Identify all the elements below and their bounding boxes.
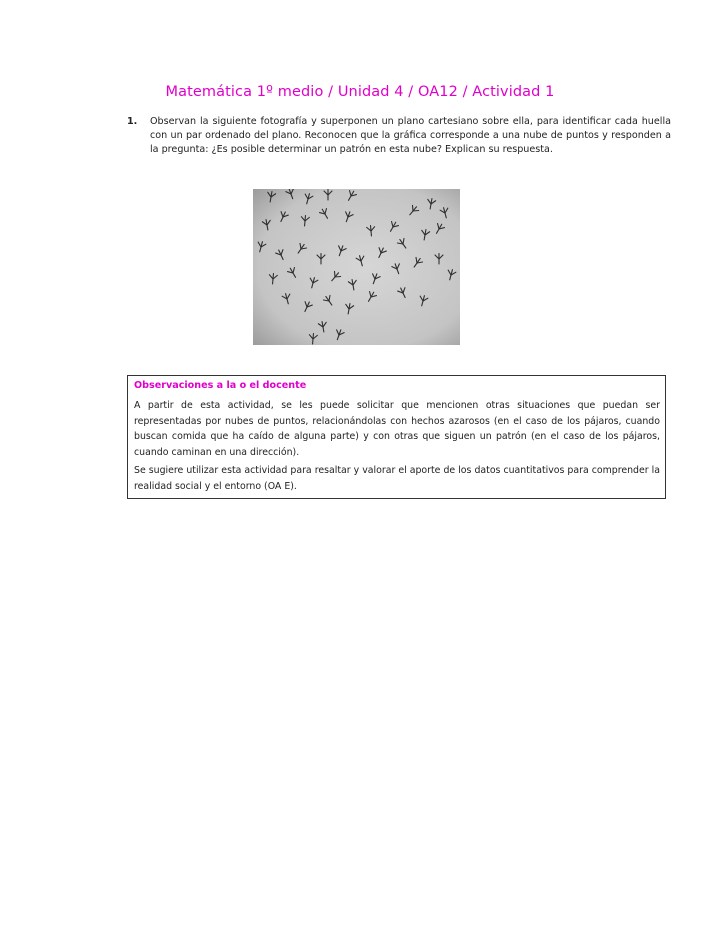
activity-item	[127, 115, 671, 158]
footprints-image	[253, 189, 460, 345]
observations-paragraph-1: A partir de esta actividad, se les puede solicitar que mencionen otras situaciones que puedan ser representadas por nubes de puntos, relacionándolas con hechos azarosos (en el caso de los pájaros, cuando buscan comida que ha caído de alguna parte) y con otras que siguen un patrón (en el caso de los pájaros, cuando caminan en una dirección).	[134, 400, 660, 458]
observations-paragraph-2: Se sugiere utilizar esta actividad para resaltar y valorar el aporte de los datos cuantitativos para comprender la realidad social y el entorno (OA E).	[134, 465, 660, 492]
activity-number: 1.	[127, 116, 138, 127]
page-title: Matemática 1º medio / Unidad 4 / OA12 / Actividad 1	[165, 84, 555, 100]
teacher-observations-box	[127, 375, 666, 499]
activity-text: Observan la siguiente fotografía y superponen un plano cartesiano sobre ella, para identificar cada huella con un par ordenado del plano. Reconocen que la gráfica corresponde a una nube de puntos y responden a la pregunta: ¿Es posible determinar un patrón en esta nube? Explican su respuesta.	[150, 116, 671, 156]
bird-footprints-photo	[253, 189, 460, 345]
observations-title: Observaciones a la o el docente	[134, 380, 307, 391]
photo-background	[253, 189, 460, 345]
